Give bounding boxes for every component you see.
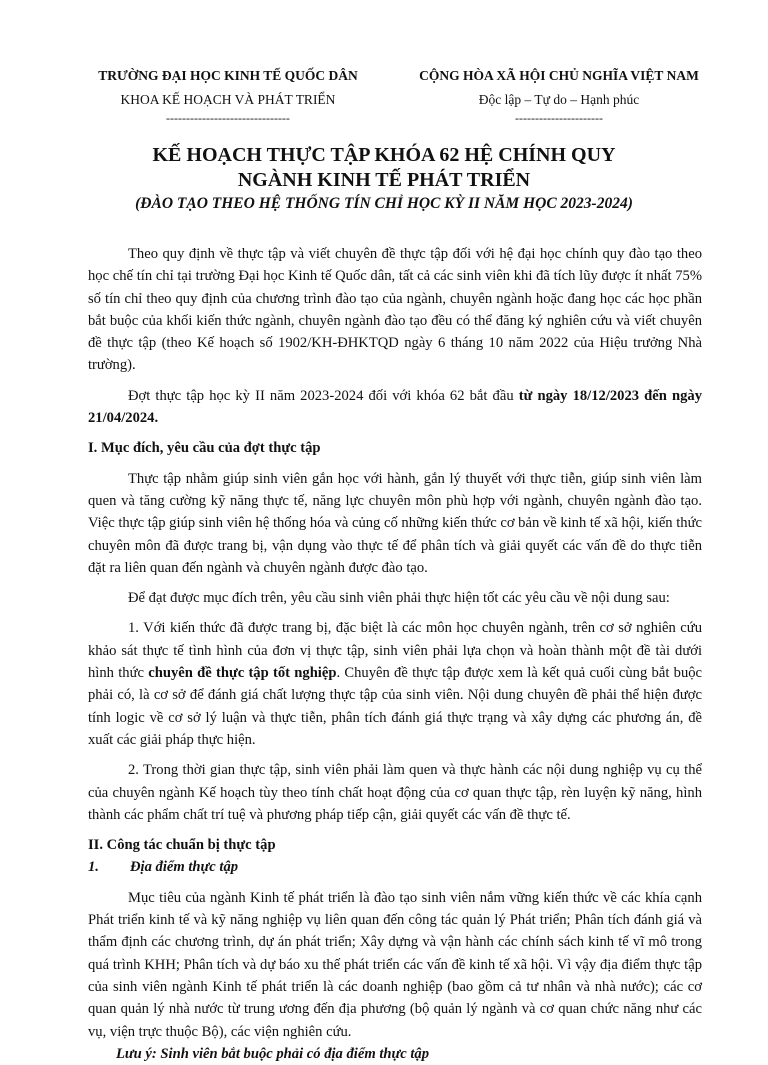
requirement-item-1-text-b: . Chuyên đề thực tập được xem là kết quả cuối cùng bắt buộc phải có, là cơ sở để đánh giá chất lượng thực tập của sinh viên. Nội dung chuyên đề phải thể hiện được tính logic về cơ sở lý luận và thực tiễn, phân tích đánh giá thực trạng và xây dựng các phương án, đề xuất các giải pháp thực hiện.: [88, 665, 703, 748]
requirement-item-2: 2. Trong thời gian thực tập, sinh viên phải làm quen và thực hành các nội dung nghiệp vụ cụ thể của chuyên ngành Kế hoạch tùy theo tính chất hoạt động của cơ quan thực tập, rèn luyện kỹ năng, hình thành các phẩm chất trí tuệ và phương pháp tiếp cận, giải quyết các vấn đề thực tế.: [88, 762, 702, 823]
section-1-requirements-intro: Để đạt được mục đích trên, yêu cầu sinh viên phải thực hiện tốt các yêu cầu về nội dung sau:: [128, 590, 670, 607]
national-title: CỘNG HÒA XÃ HỘI CHỦ NGHĨA VIỆT NAM: [419, 68, 699, 83]
section-1-paragraph: Thực tập nhằm giúp sinh viên gắn học với hành, gắn lý thuyết với thực tiễn, giúp sinh viên làm quen và tăng cường kỹ năng thực tế, năng lực chuyên môn phù hợp với ngành, chuyên ngành đào tạo. Việc thực tập giúp sinh viên hệ thống hóa và củng cố những kiến thức cơ bản về kinh tế xã hội, kiến thức chuyên môn đã được trang bị, vận dụng vào thực tế để phân tích và giải quyết các vấn đề do thực tiễn đặt ra liên quan đến ngành và chuyên ngành được đào tạo.: [88, 470, 702, 576]
document-body: [88, 243, 702, 1065]
intro-dates-paragraph: [88, 385, 702, 430]
university-name: TRƯỜNG ĐẠI HỌC KINH TẾ QUỐC DÂN: [98, 68, 358, 83]
requirement-item-1-text-a: 1. Với kiến thức đã được trang bị, đặc biệt là các môn học chuyên ngành, trên cơ sở nghiên cứu khảo sát thực tế tình hình của đơn vị thực tập, sinh viên phải lựa chọn và hoàn thành một đề tài dưới hình thức: [88, 620, 702, 682]
header-right: [404, 64, 714, 124]
section-2-paragraph: Mục tiêu của ngành Kinh tế phát triển là đào tạo sinh viên nắm vững kiến thức về các khía cạnh Phát triển kinh tế và kỹ năng nghiệp vụ liên quan đến công tác quản lý Phát triển; Phân tích đánh giá và thẩm định các chương trình, dự án phát triển; Xây dựng và vận hành các chính sách kinh tế vĩ mô trong quá trình KHH; Phân tích và dự báo xu thế phát triển các vấn đề kinh tế xã hội. Vì vậy địa điểm thực tập của sinh viên ngành Kinh tế phát triển là các doanh nghiệp (bao gồm cả tư nhân và nhà nước); các cơ quan quản lý nhà nước từ trung ương đến địa phương (bộ quản lý ngành và cơ quan chức năng như các vụ, viện trực thuộc Bộ), các viện nghiên cứu.: [88, 889, 702, 1040]
document-subtitle-note: (ĐÀO TẠO THEO HỆ THỐNG TÍN CHỈ HỌC KỲ II NĂM HỌC 2023-2024): [135, 195, 633, 212]
header-left: [88, 64, 368, 124]
subsection-2-1-number: 1.: [88, 859, 99, 876]
faculty-name: KHOA KẾ HOẠCH VÀ PHÁT TRIỂN: [120, 92, 336, 107]
document-title: KẾ HOẠCH THỰC TẬP KHÓA 62 HỆ CHÍNH QUY: [152, 144, 616, 166]
section-2-heading: II. Công tác chuẩn bị thực tập: [88, 837, 276, 854]
intro-dates-text: Đợt thực tập học kỳ II năm 2023-2024 đối với khóa 62 bắt đầu: [128, 387, 519, 404]
national-motto: Độc lập – Tự do – Hạnh phúc: [478, 92, 640, 107]
header-left-divider: -------------------------------: [166, 111, 290, 125]
requirement-item-1-bold: chuyên đề thực tập tốt nghiệp: [148, 665, 337, 682]
intro-dates-range: từ ngày 18/12/2023 đến ngày 21/04/2024.: [88, 387, 702, 427]
section-1-heading: I. Mục đích, yêu cầu của đợt thực tập: [88, 440, 321, 457]
intro-paragraph: Theo quy định về thực tập và viết chuyên đề thực tập đối với hệ đại học chính quy đào tạo theo học chế tín chỉ tại trường Đại học Kinh tế Quốc dân, tất cả các sinh viên khi đã tích lũy được ít nhất 75% số tín chỉ theo quy định của chương trình đào tạo của ngành, chuyên ngành hoặc đang học các học phần bắt buộc của khối kiến thức ngành, chuyên ngành đào tạo đều có thể đăng ký nghiên cứu và viết chuyên đề thực tập (theo Kế hoạch số 1902/KH-ĐHKTQD ngày 6 tháng 10 năm 2022 của Hiệu trưởng Nhà trường).: [88, 246, 702, 374]
subsection-2-1-heading: [88, 856, 702, 878]
section-2-note: Lưu ý: Sinh viên bắt buộc phải có địa điểm thực tập: [116, 1045, 430, 1062]
subsection-2-1-title: Địa điểm thực tập: [130, 859, 239, 876]
header-right-divider: ----------------------: [515, 111, 603, 125]
requirement-item-1: [88, 617, 702, 751]
document-subtitle: NGÀNH KINH TẾ PHÁT TRIỂN: [237, 169, 531, 191]
